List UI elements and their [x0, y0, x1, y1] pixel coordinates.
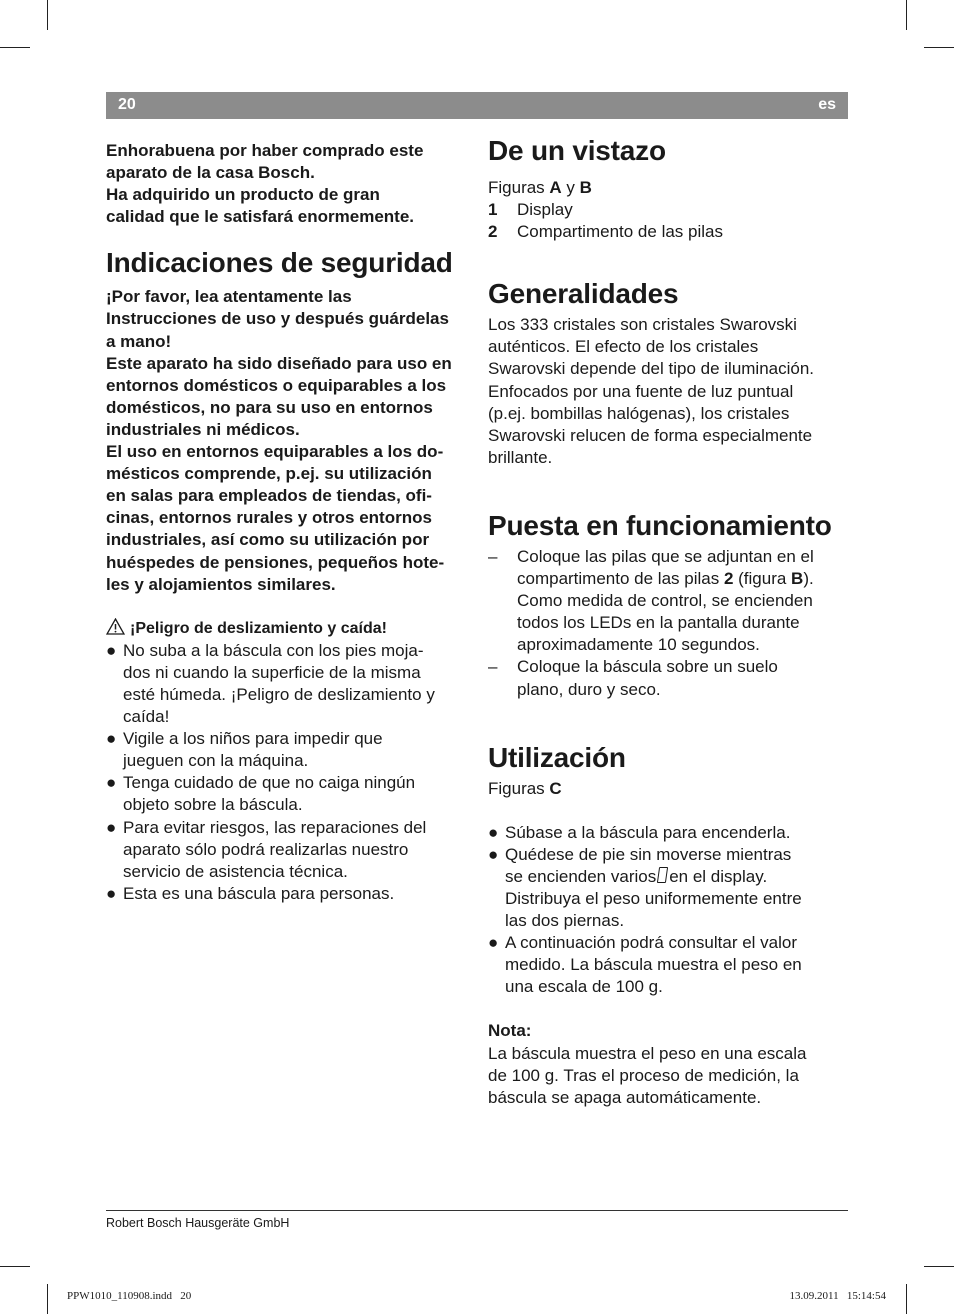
language-code: es: [818, 96, 836, 113]
section-title-safety: Indicaciones de seguridad: [106, 247, 453, 279]
list-item: ● Vigile a los niños para impedir que jueguen con la máquina.: [106, 729, 383, 771]
list-item: ● Esta es una báscula para personas.: [106, 883, 395, 903]
note-text: La báscula muestra el peso en una escala de 100 g. Tras el proceso de medición, la báscula se apaga automáticamente.: [488, 1043, 807, 1107]
crop-mark: [47, 0, 48, 30]
crop-mark: [906, 1284, 907, 1314]
figures-line: Figuras C: [488, 778, 562, 798]
list-item: – Coloque la báscula sobre un suelo plano, duro y seco.: [488, 657, 778, 699]
footer-divider: [106, 1210, 848, 1211]
warning-triangle-icon: [106, 618, 125, 635]
list-item: ● Tenga cuidado de que no caiga ningún objeto sobre la báscula.: [106, 773, 416, 815]
section-title-setup: Puesta en funcionamiento: [488, 509, 832, 541]
safety-text: ¡Por favor, lea atentamente las Instrucciones de uso y después guárdelas a mano! Este aparato ha sido diseñado para uso en entornos domésticos o equiparables a los domésticos, no para su uso en entornos industriales ni médicos. El uso en entornos equiparables a los do- mésticos comprende, p.ej. su utilización en salas para empleados de tiendas, ofi- cinas, entornos rurales y otros entornos industriales, así como su utilización por huéspedes de pensiones, pequeños hote- les y alojamientos similares.: [106, 287, 452, 594]
crop-mark: [0, 47, 30, 48]
page-header-bar: [106, 92, 848, 119]
section-title-usage: Utilización: [488, 741, 626, 773]
list-item: – Coloque las pilas que se adjuntan en el compartimento de las pilas 2 (figura B). Como medida de control, se encienden todos los LEDs en la pantalla durante aproximadamente 10 segundos.: [488, 546, 814, 655]
list-item: ● Para evitar riesgos, las reparaciones del aparato sólo podrá realizarlas nuestro servicio de asistencia técnica.: [106, 817, 427, 881]
section-title-general: Generalidades: [488, 278, 679, 310]
list-item: 2 Compartimento de las pilas: [488, 222, 723, 242]
page-number: 20: [118, 96, 136, 113]
crop-mark: [924, 1266, 954, 1267]
list-item: ● No suba a la báscula con los pies moja- dos ni cuando la superficie de la misma esté húmeda. ¡Peligro de deslizamiento y caída!: [106, 640, 435, 727]
crop-mark: [0, 1266, 30, 1267]
slug-date: 13.09.2011 15:14:54: [789, 1290, 886, 1302]
crop-mark: [47, 1284, 48, 1314]
list-item: 1 Display: [488, 200, 573, 220]
figures-line: Figuras A y B: [488, 178, 592, 197]
list-item: ● Súbase a la báscula para encenderla.: [488, 822, 791, 842]
left-column: [106, 140, 468, 905]
segment-digit-icon: [657, 867, 668, 883]
list-item: ● A continuación podrá consultar el valor medido. La báscula muestra el peso en una escala de 100 g.: [488, 933, 802, 997]
note-title: Nota:: [488, 1021, 532, 1041]
intro-text: Enhorabuena por haber comprado este aparato de la casa Bosch. Ha adquirido un producto de gran calidad que le satisfará enormemente.: [106, 141, 424, 227]
slug-file: PPW1010_110908.indd 20: [67, 1290, 192, 1302]
footer-company: Robert Bosch Hausgeräte GmbH: [106, 1216, 290, 1230]
crop-mark: [906, 0, 907, 30]
crop-mark: [924, 47, 954, 48]
right-column: [488, 134, 848, 1109]
list-item: ● Quédese de pie sin moverse mientras se encienden varios en el display. Distribuya el peso uniformemente entre las dos piernas.: [488, 844, 802, 931]
general-text: Los 333 cristales son cristales Swarovski auténticos. El efecto de los cristales Swarovski depende del tipo de iluminación. Enfocados por una fuente de luz puntual (p.ej. bombillas halógenas), los cristales Swarovski relucen de forma especialmente brillante.: [488, 315, 815, 467]
section-title-overview: De un vistazo: [488, 135, 666, 166]
warning-heading: ¡Peligro de deslizamiento y caída!: [106, 618, 468, 640]
